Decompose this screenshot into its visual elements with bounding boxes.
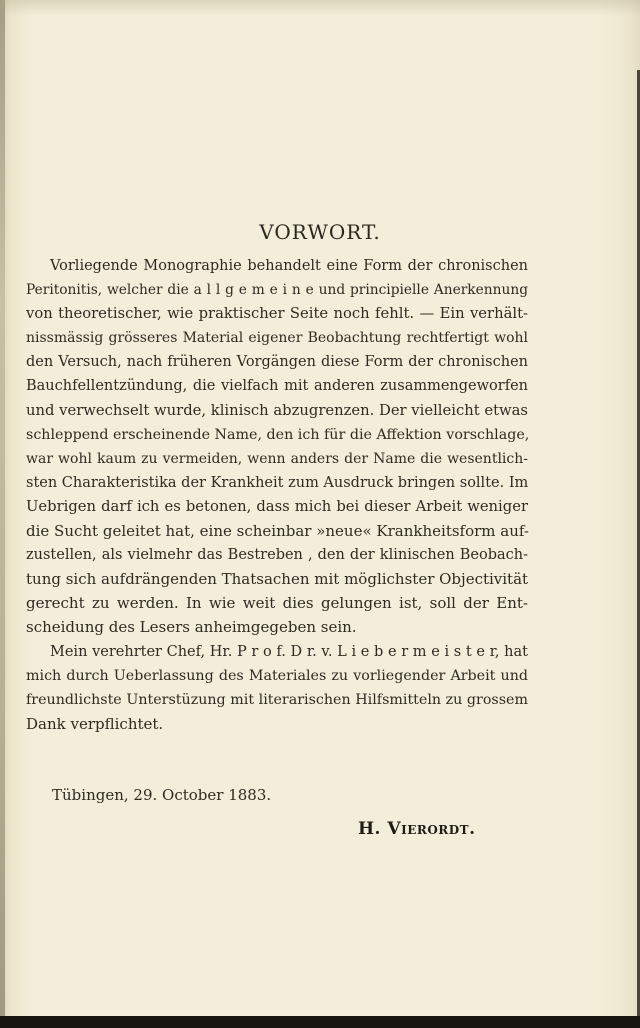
dateline: Tübingen, 29. October 1883. [52,786,272,804]
author-signature: H. Vierordt. [358,819,476,839]
text-line: schleppend erscheinende Name, den ich für die Affektion vorschlage, [26,426,530,443]
text-line: Peritonitis, welcher die a l l g e m e i n e und principielle Anerkennung [26,282,528,299]
text-line: Dank verpflichtet. [26,714,164,733]
page-binding-edge [0,0,5,1028]
page-bottom-edge [0,1016,640,1028]
text-line: gerecht zu werden. In wie weit dies gelungen ist, soll der Ent- [26,594,528,613]
page-top-shadow [0,0,640,16]
text-line: zustellen, als vielmehr das Bestreben , den der klinischen Beobach- [26,547,528,564]
text-line: war wohl kaum zu vermeiden, wenn anders der Name die wesentlich- [26,450,528,467]
text-line: Vorliegende Monographie behandelt eine Form der chronischen [50,258,528,274]
text-line: Mein verehrter Chef, Hr. P r o f. D r. v. L i e b e r m e i s t e r, hat [50,643,528,660]
paragraph-2 [26,640,528,736]
text-line: tung sich aufdrängenden Thatsachen mit möglichster Objectivität [26,570,529,589]
text-line: die Sucht geleitet hat, eine scheinbar »neue« Krankheitsform auf- [26,522,529,541]
text-line: den Versuch, nach früheren Vorgängen diese Form der chronischen [26,354,528,371]
text-line: Uebrigen darf ich es betonen, dass mich bei dieser Arbeit weniger [26,497,528,515]
preface-body [26,254,528,736]
text-line: sten Charakteristika der Krankheit zum Ausdruck bringen sollte. Im [26,474,529,491]
text-line: von theoretischer, wie praktischer Seite noch fehlt. — Ein verhält- [26,305,528,323]
text-line: mich durch Ueberlassung des Materiales zu vorliegender Arbeit und [26,667,528,684]
text-line: freundlichste Unterstüzung mit literarischen Hilfsmitteln zu grossem [26,691,528,708]
page-title: VORWORT. [259,220,381,244]
text-line: Bauchfellentzündung, die vielfach mit anderen zusammengeworfen [26,378,528,395]
text-line: und verwechselt wurde, klinisch abzugrenzen. Der vielleicht etwas [26,401,528,419]
paragraph-1 [26,254,528,640]
text-line: nissmässig grösseres Material eigener Beobachtung rechtfertigt wohl [26,330,528,347]
text-line: scheidung des Lesers anheimgegeben sein. [26,618,357,637]
